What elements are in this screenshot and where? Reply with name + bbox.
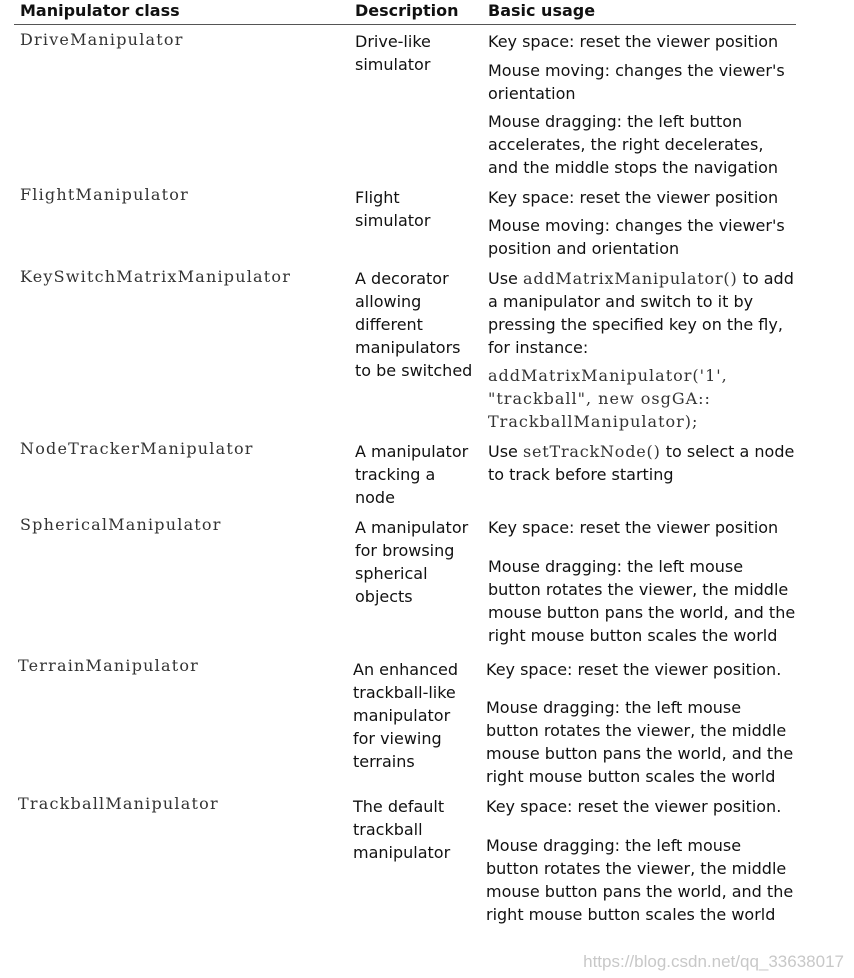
description: A manipulator tracking a node [355, 442, 469, 507]
usage-item: Key space: reset the viewer position. [486, 660, 782, 679]
usage-item: Mouse dragging: the left mouse button rotates the viewer, the middle mouse button pans the world, and the right mouse button scales the world [488, 557, 796, 645]
class-name: TrackballManipulator [18, 794, 219, 813]
code-line: addMatrixManipulator('1', [488, 366, 728, 385]
header-basic-usage: Basic usage [488, 1, 596, 20]
usage-item: Mouse dragging: the left mouse button rotates the viewer, the middle mouse button pans the world, and the right mouse button scales the world [486, 836, 794, 924]
usage-item: Mouse dragging: the left mouse button rotates the viewer, the middle mouse button pans the world, and the right mouse button scales the world [486, 698, 794, 786]
description: The default trackball manipulator [353, 797, 451, 862]
usage-suffix: to add a manipulator and switch to it by pressing the specified key on the fly, for instance: [488, 269, 794, 357]
usage-item: Key space: reset the viewer position. [486, 797, 782, 816]
description: A manipulator for browsing spherical objects [355, 518, 469, 606]
usage-item: Key space: reset the viewer position [488, 32, 779, 51]
usage-prefix: Use [488, 442, 518, 461]
header-description: Description [355, 1, 459, 20]
code-example [488, 364, 798, 433]
description: Drive-like simulator [355, 32, 431, 74]
usage-code: setTrackNode() [522, 442, 661, 461]
code-line: "trackball", new osgGA:: [488, 389, 711, 408]
code-line: TrackballManipulator); [488, 412, 699, 431]
description: Flight simulator [355, 188, 431, 230]
usage-code: addMatrixManipulator() [522, 269, 738, 288]
usage-suffix: to select a node to track before starting [488, 442, 795, 484]
usage-item: Mouse dragging: the left button accelerates, the right decelerates, and the middle stops the navigation [488, 112, 779, 177]
usage-item: Mouse moving: changes the viewer's orientation [488, 61, 785, 103]
usage-item [488, 440, 798, 486]
header-divider [14, 24, 796, 25]
description: An enhanced trackball-like manipulator for viewing terrains [353, 660, 459, 771]
class-name: FlightManipulator [20, 185, 189, 204]
class-name: NodeTrackerManipulator [20, 439, 254, 458]
class-name: TerrainManipulator [18, 656, 200, 675]
class-name: KeySwitchMatrixManipulator [20, 267, 292, 286]
usage-item: Key space: reset the viewer position [488, 518, 779, 537]
header-manipulator-class: Manipulator class [20, 1, 180, 20]
class-name: DriveManipulator [20, 30, 184, 49]
description: A decorator allowing different manipulators to be switched [355, 269, 473, 380]
usage-item: Key space: reset the viewer position [488, 188, 779, 207]
usage-item [488, 267, 798, 359]
watermark: https://blog.csdn.net/qq_33638017 [583, 952, 844, 971]
usage-item: Mouse moving: changes the viewer's position and orientation [488, 216, 785, 258]
class-name: SphericalManipulator [20, 515, 222, 534]
usage-prefix: Use [488, 269, 518, 288]
